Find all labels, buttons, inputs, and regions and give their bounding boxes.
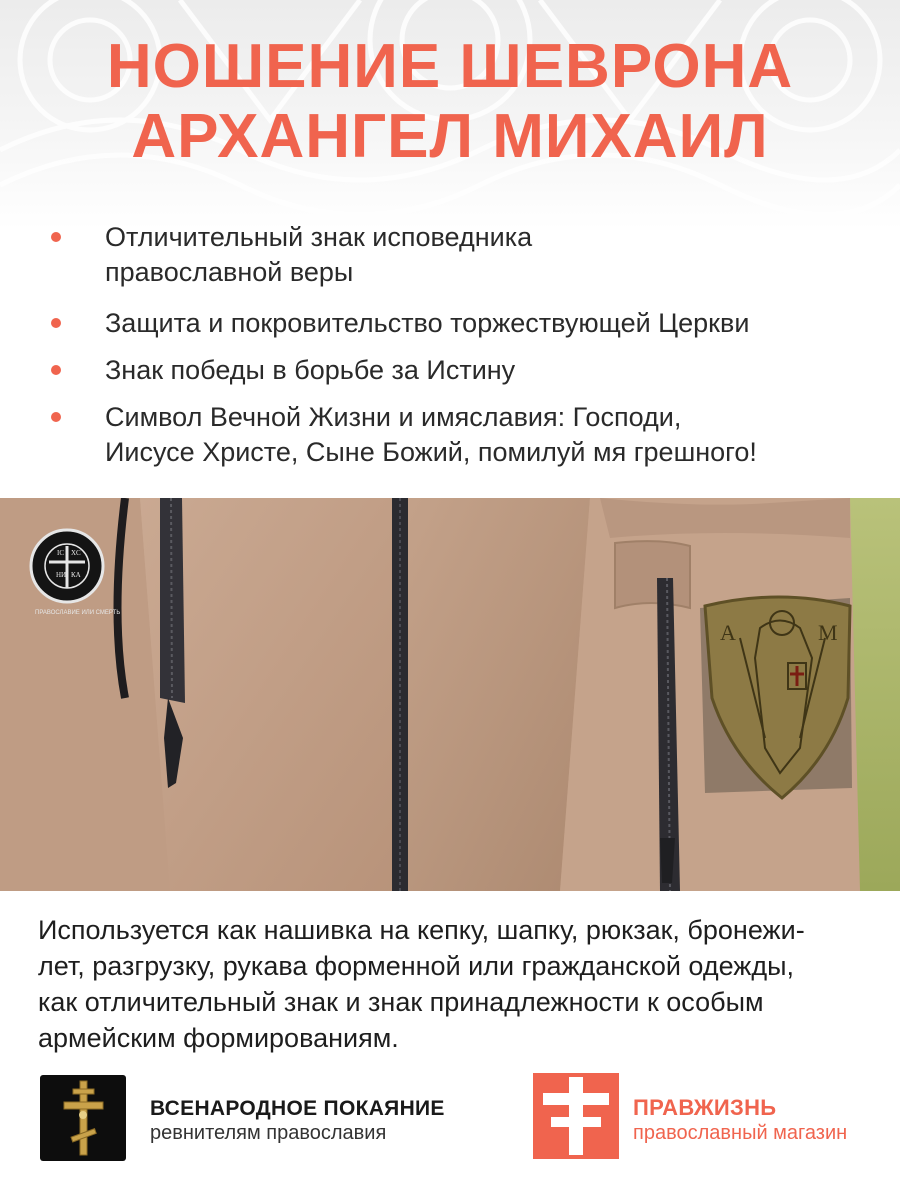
svg-text:XC: XC <box>71 549 81 557</box>
orthodox-cross-icon <box>40 1075 126 1161</box>
logo-left-title: ВСЕНАРОДНОЕ ПОКАЯНИЕ <box>150 1097 445 1120</box>
list-item <box>0 220 532 290</box>
svg-text:А: А <box>720 620 736 645</box>
logo-right-title: ПРАВЖИЗНЬ <box>633 1095 777 1120</box>
svg-text:ПРАВОСЛАВИЕ ИЛИ СМЕРТЬ: ПРАВОСЛАВИЕ ИЛИ СМЕРТЬ <box>35 610 121 616</box>
list-item-text: православной веры <box>105 257 354 287</box>
description-line: лет, разгрузку, рукава форменной или гражданской одежды, <box>38 951 795 981</box>
svg-text:IC: IC <box>57 549 64 557</box>
pravzhizn-logo[interactable] <box>533 1073 619 1159</box>
cross-icon <box>533 1073 619 1159</box>
usage-description <box>38 912 868 1056</box>
svg-text:НИ: НИ <box>56 571 67 579</box>
list-item-text: Иисусе Христе, Сыне Божий, помилуй мя грешного! <box>105 437 757 467</box>
logo-right-text <box>633 1095 847 1145</box>
logo-left-subtitle: ревнителям православия <box>150 1122 387 1144</box>
list-item <box>0 353 515 388</box>
svg-text:КА: КА <box>71 571 81 579</box>
page-title <box>0 30 900 174</box>
title-line-1: НОШЕНИЕ ШЕВРОНА <box>106 32 794 101</box>
list-item-text: Защита и покровительство торжествующей Церкви <box>105 308 750 338</box>
list-item-text: Отличительный знак исповедника <box>105 222 533 252</box>
bullet-dot-icon <box>51 232 61 242</box>
list-item <box>0 400 757 470</box>
list-item <box>0 306 749 341</box>
svg-text:М: М <box>818 620 838 645</box>
product-photo <box>0 498 900 891</box>
bullet-dot-icon <box>51 318 61 328</box>
list-item-text: Знак победы в борьбе за Истину <box>105 355 516 385</box>
vsenarodnoe-pokayanie-logo[interactable] <box>40 1075 126 1161</box>
header-banner <box>0 0 900 230</box>
list-item-text: Символ Вечной Жизни и имяславия: Господи, <box>105 402 682 432</box>
bullet-dot-icon <box>51 365 61 375</box>
bullet-dot-icon <box>51 412 61 422</box>
description-line: как отличительный знак и знак принадлежности к особым <box>38 987 764 1017</box>
jacket-illustration <box>0 498 900 891</box>
description-line: армейским формированиям. <box>38 1023 399 1053</box>
logo-right-subtitle: православный магазин <box>633 1122 848 1144</box>
title-line-2: АРХАНГЕЛ МИХАИЛ <box>131 102 769 171</box>
description-line: Используется как нашивка на кепку, шапку, рюкзак, бронежи- <box>38 915 805 945</box>
logo-left-text <box>150 1097 445 1145</box>
